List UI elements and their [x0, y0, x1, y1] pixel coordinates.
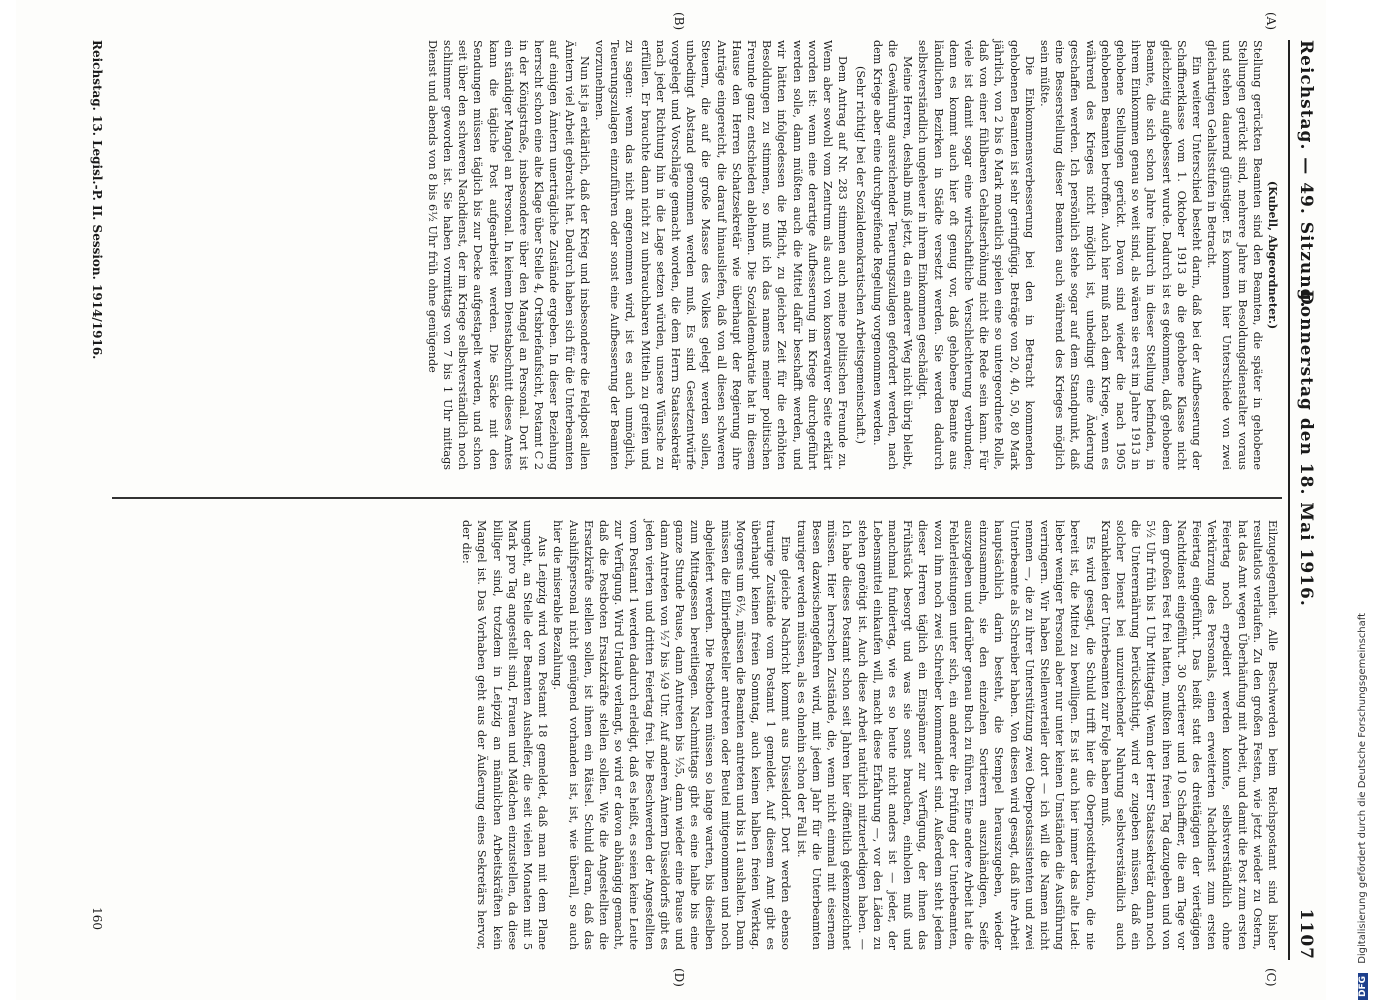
column-divider [112, 497, 1282, 499]
interjection: (Sehr richtig! bei der Sozialdemokratischen Arbeitsgemeinschaft.) [853, 65, 867, 444]
header-rule [1288, 40, 1290, 960]
left-column [425, 40, 1280, 470]
rotated-newspaper-scan [16, 0, 1326, 1000]
paragraph: Aus Leipzig wird vom Postamt 18 gemeldet, daß man mit dem Plane umgeht, an Stelle der Beamten Aushelfer, die seit vielen Monaten mit 5 Mark pro Tag angestellt sind, Frauen und Mädchen einzustellen, da diese billiger sind, trotzdem in Leipzig an männlichen Arbeitskräften kein Mangel ist. Das Vorhaben geht aus der Äußerung eines Sekretärs hervor, der die: [460, 520, 550, 950]
margin-marker-c: (C) [1264, 968, 1278, 987]
paragraph: Die Einkommensverbesserung bei den in Betracht kommenden gehobenen Beamten ist sehr geringfügig. Beträge von 20, 40, 50, 80 Mark jährlich, von 2 bis 6 Mark monatlich spielen eine so untergeordnete Rolle, daß von einer fühlbaren Gehaltserhöhung nicht die Rede sein kann. Für viele ist damit sogar eine wirtschaftliche Verschlechterung verbunden; denn es kommt auch hier oft genug vor, daß gehobene Beamte aus ländlichen Bezirken in Städte versetzt werden. Sie werden dadurch selbstverständlich ungeheuer in ihrem Einkommen geschädigt. [916, 40, 1036, 470]
paragraph: Dem Antrag auf Nr. 283 stimmen auch meine politischen Freunde zu. Wenn aber sowohl vom Zentrum als auch von konservativer Seite erklärt worden ist: wenn eine derartige Aufbesserung im Kriege durchgeführt werden solle, dann müßten auch die Mittel dafür beschafft werden, und wir hätten infolgedessen die Pflicht, zu gleicher Zeit für die erhöhten Besoldungen zu stimmen, so muß ich das namens meiner politischen Freunde ganz entschieden ablehnen. Die Sozialdemokratie hat in diesem Hause den Herren Schatzsekretär wie überhaupt der Regierung ihre Anträge eingereicht, die darauf hinausliefen, daß von all diesen schweren Steuern, die auf die große Masse des Volkes gelegt werden sollen, unbedingt Abstand genommen werden muß. Es sind Gesetzentwürfe vorgelegt und Vorschläge gemacht worden, die dem Herrn Staatssekretär nach jeder Richtung hin in die Lage setzen würden, unsere Wünsche zu erfüllen. Er brauchte dann nicht zu unbrauchbaren Mitteln zu greifen und zu sagen: wenn das nicht angenommen wird, ist es auch unmöglich, Teuerungszulagen einzuführen oder sonst eine Aufbesserung der Beamten vorzunehmen. [593, 40, 850, 470]
header-page-number: 1107 [1296, 908, 1316, 960]
paragraph: Nun ist ja erklärlich, daß der Krieg und insbesondere die Feldpost allen Ämtern viel Arbeit gebracht hat. Dadurch haben sich für die Unterbeamten auf einigen Ämtern unerträgliche Zustände ergeben. In dieser Beziehung herrscht schon eine alte Klage über Stelle 4, Ortsbriefaufsicht, Postamt C 2 in der Königstraße, insbesondere über den Mangel an Personal. Dort ist ein ständiger Mangel an Personal. In keinem Dienstabschnitt dieses Amtes kann die tägliche Post aufgearbeitet werden. Die Säcke mit den Sendungen müssen täglich bis zur Decke aufgestapelt werden, und schon seit über den schweren Nachdienst, der im Kriege selbstverständlich noch schlimmer geworden ist. Sie haben vormittags von 7 bis 1 Uhr mittags Dienst und abends von 8 bis 6½ Uhr früh ohne genügende [425, 40, 591, 470]
right-column [459, 520, 1280, 950]
paragraph: Eine gleiche Nachricht kommt aus Düsseldorf. Dort werden ebenso traurige Zustände vom Postamt 1 gemeldet. Auf diesem Amt gibt es überhaupt keinen freien Sonntag, auch keinen halben freien Werktag. Morgens um 6½, müssen die Beamten antreten und bis 11 aushalten. Dann müssen die Eilbriefbesteller antreten oder Beutel mitgenommen und noch abgeliefert werden. Die Postboten müssen so lange warten, bis dieselben zum Mittagessen bereitliegen. Nachmittags gibt es eine halbe bis eine ganze Stunde Pause, dann Antreten bis ½5, dann wieder eine Pause und dann Antreten von ½7 bis ¼9 Uhr. Auf anderen Ämtern Düsseldorfs gibt es jeden vierten und dritten Feiertag frei. Die Beschwerden der Angestellten vom Postamt 1 werden dadurch erledigt, daß es heißt, es seien keine Leute zur Verfügung. Wird Urlaub verlangt, so wird er davon abhängig gemacht, daß die Postboten Ersatzkräfte stellen sollen. Wie die Angestellten die Ersatzkräfte stellen sollen, ist ihnen ein Rätsel. Schuld daran, daß das Aushilfspersonal nicht genügend vorhanden ist, ist, wie überall, so auch hier die miserable Bezahlung. [551, 520, 793, 950]
funding-text: Digitalisierung gefördert durch die Deutsche Forschungsgemeinschaft [1357, 612, 1368, 964]
paragraph: Stellung gerückten Beamten sind den Beamten, die später in gehobene Stellungen gerückt sind, mehrere Jahre im Besoldungsdienstalter voraus und stehen dauernd günstiger. Es kommen hier Unterschiede von zwei gleichartigen Gehaltsstufen in Betracht. [1205, 40, 1264, 470]
margin-marker-b: (B) [672, 12, 686, 31]
paragraph: Eilzugelegenheit. Alle Beschwerden beim Reichspostamt sind bisher resultatlos verlaufen. Zu den großen Festen, wie jetzt wieder zu Ostern, hat das Amt wegen Überhäufung mit Arbeit, und damit die Post zum ersten Feiertag noch erpediert werden konnte, selbstverständlich ohne Verkürzung des Personals, einen erweiterten Nachdienst zum ersten Feiertag eingeführt. Das heißt statt des dreitägigen der viertägigen Nachtdienst eingeführt. 30 Sortierer und 10 Schaffner, die am Tage vor dem großen Fest frei hatten, mußten ihren freien Tag dazugeben und von 5½ Uhr früh bis 1 Uhr Mittagtag. Wenn der Herr Staatssekretär dann noch die Unterernährung berücksichtigt, wird er zugeben müssen, daß ein solcher Dienst bei unzureichender Nahrung selbstverständlich auch Krankheiten der Unterbeamten zur Folge haben muß. [1098, 520, 1279, 950]
paragraph: Ein weiterer Unterschied besteht darin, daß bei der Aufbesserung der Schaffnerklasse vom 1. Oktober 1913 ab die gehobene Klasse nicht gleichzeitig aufgebessert wurde. Dadurch ist es gekommen, daß gehobene Beamte, die sich schon Jahre hindurch in dieser Stellung befinden, in ihrem Einkommen genau so weit sind, als wären sie erst im Jahre 1913 in gehobene Stellungen gerückt. Davon sind wieder die nach 1905 gehobenen Beamten betroffen. Auch hier muß nach dem Kriege, wenn es während des Krieges nicht möglich ist, unbedingt eine Änderung geschaffen werden. Ich persönlich stehe sogar auf dem Standpunkt, daß eine Besserstellung dieser Beamten auch während des Krieges möglich sein müßte. [1037, 40, 1203, 470]
funding-sidebar [1357, 0, 1377, 1000]
speaker-line: (Kubell, Abgeordneter.) [1266, 180, 1280, 330]
paragraph: Es wird gesagt, die Schuld trifft hier die Oberpostdirektion, die nie bereit ist, die Mittel zu bewilligen. Es ist auch hier immer das alte Lied: lieber weniger Personal aber nur unter keinen Umständen die Ausführung verringern. Wir haben Stellenverteiler dort — ich will die Namen nicht nennen —, die zu ihrer Unterstützung zwei Oberpostassistenten und zwei Unterbeamte als Schreiber haben. Von diesen wird gesagt, daß ihre Arbeit hauptsächlich darin besteht, die Stempel herauszugeben, wieder einzusammeln, sie den einzelnen Sortierern auszuhändigen, Seife auszugeben und darüber genau Buch zu führen. Eine andere Arbeit hat die Fehlerleistungen unter sich, ein anderer die Prüfung der Unterbeamten, wozu ihm noch zwei Schreiber kommandiert sind. Außerdem steht jedem dieser Herren täglich ein Einspänner zur Verfügung, der ihnen das Frühstück besorgt und was sie sonst brauchen, einholen muß und manchmal fundiertag, wie es so heute nicht anders ist — jeder, der Lebensmittel einkaufen will, macht diese Erfahrung —, vor den Läden zu stehen genötigt ist. Auch diese Arbeit natürlich mitzuerledigen haben. — Ich habe dieses Postamt schon seit Jahren hier öffentlich gekennzeichnet müssen. Hier herrschen Zustände, die, wenn nicht einmal mit eisernem Besen dazwischengefahren wird, mit jedem Jahr für die Unterbeamten trauriger werden müssen, als es ohnehin schon der Fall ist. [794, 520, 1097, 950]
margin-marker-d: (D) [672, 968, 686, 987]
header-session: Reichstag. — 49. Sitzung. [1296, 40, 1316, 309]
footer-sheet-number: 160 [90, 907, 104, 930]
footer-session: Reichstag. 13. Legisl.-P. II. Session. 1914/1916. [90, 40, 104, 360]
dfg-logo: DFG [1358, 973, 1368, 1000]
margin-marker-a: (A) [1264, 12, 1278, 31]
page-footer [44, 40, 104, 960]
header-date: Donnerstag den 18. Mai 1916. [1296, 290, 1316, 607]
paragraph: Meine Herren, deshalb muß jetzt, da ein anderer Weg nicht übrig bleibt, die Gewährung ausreichender Teuerungszulagen gefordert werden, nach dem Kriege aber eine durchgreifende Regelung vorgenommen werden. [870, 40, 915, 470]
page-header [1290, 40, 1320, 960]
